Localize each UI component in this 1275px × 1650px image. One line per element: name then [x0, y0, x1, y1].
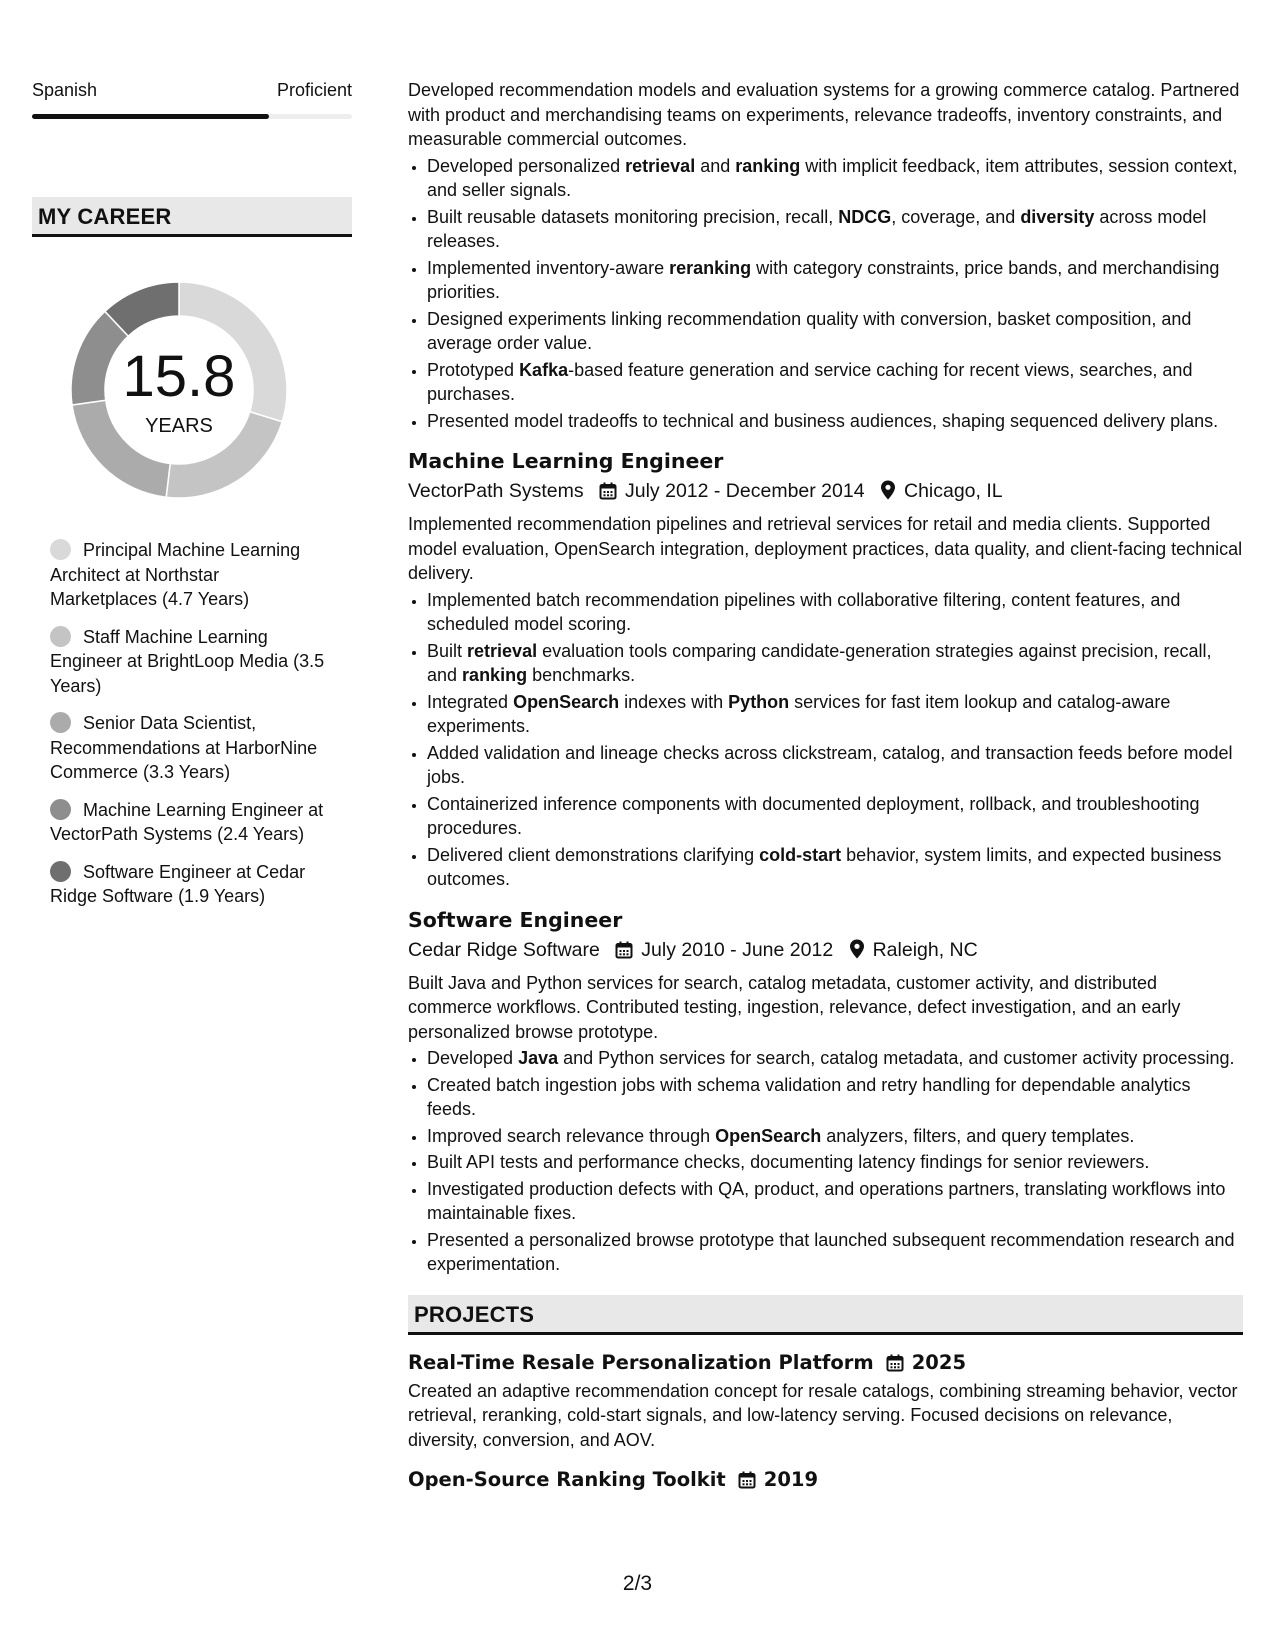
career-heading: MY CAREER — [32, 197, 352, 237]
project-entry — [408, 1349, 1243, 1453]
bullet-item: • Added validation and lineage checks across clickstream, catalog, and transaction feeds before model jobs. — [427, 741, 1243, 790]
legend-label: Machine Learning Engineer at VectorPath Systems (2.4 Years) — [50, 799, 324, 844]
job-summary: Built Java and Python services for search, catalog metadata, customer activity, and distributed commerce workflows. Contributed testing, ingestion, relevance, defect investigation, and an early personalized browse prototype. — [408, 972, 1181, 1042]
bullet-item: • Built API tests and performance checks, documenting latency findings for senior reviewers. — [427, 1150, 1243, 1175]
keyword: reranking — [669, 257, 752, 278]
career-donut-chart — [64, 275, 294, 505]
job-title: Software Engineer — [408, 907, 623, 932]
career-legend-item — [50, 625, 330, 699]
right-column — [408, 78, 1243, 1494]
career-legend-item — [50, 711, 330, 785]
project-year: 2019 — [763, 1468, 819, 1491]
job-dates: July 2012 - December 2014 — [625, 480, 865, 502]
keyword: OpenSearch — [513, 691, 620, 712]
bullet-item: • Investigated production defects with QA, product, and operations partners, translating workflows into maintainable fixes. — [427, 1177, 1243, 1226]
language-level: Proficient — [276, 80, 352, 100]
job-bullets — [408, 1046, 1243, 1277]
language-proficiency-bar — [32, 114, 352, 119]
legend-swatch — [50, 799, 71, 820]
job-meta — [408, 936, 1243, 964]
legend-swatch — [50, 861, 71, 882]
career-legend-item — [50, 798, 330, 847]
bullet-item: • Containerized inference components with documented deployment, rollback, and troubleshooting procedures. — [427, 792, 1243, 841]
project-title-row — [408, 1349, 1243, 1377]
job-title: Machine Learning Engineer — [408, 449, 724, 473]
keyword: NDCG — [838, 206, 892, 227]
bullet-item: • Created batch ingestion jobs with schema validation and retry handling for dependable analytics feeds. — [427, 1073, 1243, 1122]
keyword: diversity — [1020, 206, 1095, 227]
bullet-item: • Built retrieval evaluation tools comparing candidate-generation strategies against precision, recall, and ranking benchmarks. — [427, 639, 1243, 688]
job-bullets — [408, 154, 1243, 434]
bullet-item: • Presented model tradeoffs to technical and business audiences, shaping sequenced delivery plans. — [427, 409, 1243, 434]
legend-label: Senior Data Scientist, Recommendations at HarborNine Commerce (3.3 Years) — [50, 713, 318, 782]
project-entry — [408, 1466, 1243, 1494]
keyword: Python — [728, 691, 790, 712]
keyword: retrieval — [625, 155, 696, 176]
bullet-item: • Improved search relevance through OpenSearch analyzers, filters, and query templates. — [427, 1124, 1243, 1149]
map-pin-icon — [849, 939, 865, 959]
calendar-icon — [886, 1354, 904, 1372]
job-company: Cedar Ridge Software — [408, 938, 600, 961]
career-total-years: 15.8 — [122, 344, 236, 409]
job-bullets — [408, 588, 1243, 892]
keyword: OpenSearch — [715, 1125, 822, 1146]
bullet-item: • Prototyped Kafka-based feature generation and service caching for recent views, searches, and purchases. — [427, 358, 1243, 407]
job-dates: July 2010 - June 2012 — [641, 938, 834, 961]
keyword: cold-start — [759, 844, 842, 865]
project-year: 2025 — [911, 1350, 967, 1374]
job-company: VectorPath Systems — [408, 480, 584, 502]
career-total-unit: YEARS — [145, 415, 213, 437]
bullet-item: • Integrated OpenSearch indexes with Python services for fast item lookup and catalog-aware experiments. — [427, 690, 1243, 739]
bullet-item: • Developed Java and Python services for search, catalog metadata, and customer activity processing. — [427, 1046, 1243, 1071]
project-title-row — [408, 1466, 1243, 1494]
career-legend-item — [50, 860, 330, 909]
bullet-item: • Implemented batch recommendation pipelines with collaborative filtering, content features, and scheduled model scoring. — [427, 588, 1243, 637]
job-entry — [408, 447, 1243, 892]
map-pin-icon — [880, 480, 896, 500]
career-legend-item — [50, 538, 330, 612]
calendar-icon — [599, 482, 617, 500]
project-description: Created an adaptive recommendation concept for resale catalogs, combining streaming behavior, vector retrieval, reranking, cold-start signals, and low-latency serving. Focused decisions on relevance, diversity, conversion, and AOV. — [408, 1380, 1238, 1450]
project-list — [408, 1349, 1243, 1495]
donut-center — [64, 275, 294, 505]
legend-swatch — [50, 539, 71, 560]
bullet-item: • Designed experiments linking recommendation quality with conversion, basket composition, and average order value. — [427, 307, 1243, 356]
bullet-item: • Presented a personalized browse prototype that launched subsequent recommendation research and experimentation. — [427, 1228, 1243, 1277]
language-row — [32, 80, 352, 104]
project-title: Real-Time Resale Personalization Platform — [408, 1350, 874, 1374]
keyword: ranking — [735, 155, 801, 176]
career-legend — [50, 538, 330, 922]
legend-label: Software Engineer at Cedar Ridge Software (1.9 Years) — [50, 861, 306, 906]
legend-swatch — [50, 712, 71, 733]
keyword: retrieval — [467, 640, 538, 661]
job-location: Chicago, IL — [903, 480, 1003, 502]
calendar-icon — [738, 1471, 756, 1489]
projects-heading: PROJECTS — [408, 1295, 1243, 1335]
job-list — [408, 447, 1243, 1277]
keyword: ranking — [462, 665, 528, 685]
experience-intro — [408, 78, 1243, 433]
bullet-item: • Implemented inventory-aware reranking with category constraints, price bands, and merchandising priorities. — [427, 256, 1243, 305]
keyword: Kafka — [519, 359, 569, 380]
bullet-item: • Delivered client demonstrations clarifying cold-start behavior, system limits, and expected business outcomes. — [427, 843, 1243, 892]
project-title: Open-Source Ranking Toolkit — [408, 1468, 726, 1491]
bullet-item: • Built reusable datasets monitoring precision, recall, NDCG, coverage, and diversity across model releases. — [427, 205, 1243, 254]
page-number: 2/3 — [622, 1572, 653, 1595]
language-proficiency-fill — [32, 114, 269, 119]
calendar-icon — [615, 941, 633, 959]
legend-label: Principal Machine Learning Architect at Northstar Marketplaces (4.7 Years) — [50, 540, 301, 609]
job-summary: Implemented recommendation pipelines and retrieval services for retail and media clients. Supported model evaluation, OpenSearch integration, deployment practices, data quality, and client-facing technical delivery. — [408, 514, 1243, 583]
job-entry — [408, 906, 1243, 1277]
job-summary: Developed recommendation models and evaluation systems for a growing commerce catalog. Partnered with product and merchandising teams on experiments, relevance tradeoffs, inventory constraints, and measurable commercial outcomes. — [408, 80, 1240, 149]
job-meta — [408, 477, 1243, 505]
language-name: Spanish — [32, 80, 98, 100]
legend-label: Staff Machine Learning Engineer at BrightLoop Media (3.5 Years) — [50, 626, 325, 696]
job-location: Raleigh, NC — [872, 938, 978, 961]
bullet-item: • Developed personalized retrieval and ranking with implicit feedback, item attributes, session context, and seller signals. — [427, 154, 1243, 203]
legend-swatch — [50, 626, 71, 647]
keyword: Java — [518, 1048, 559, 1068]
